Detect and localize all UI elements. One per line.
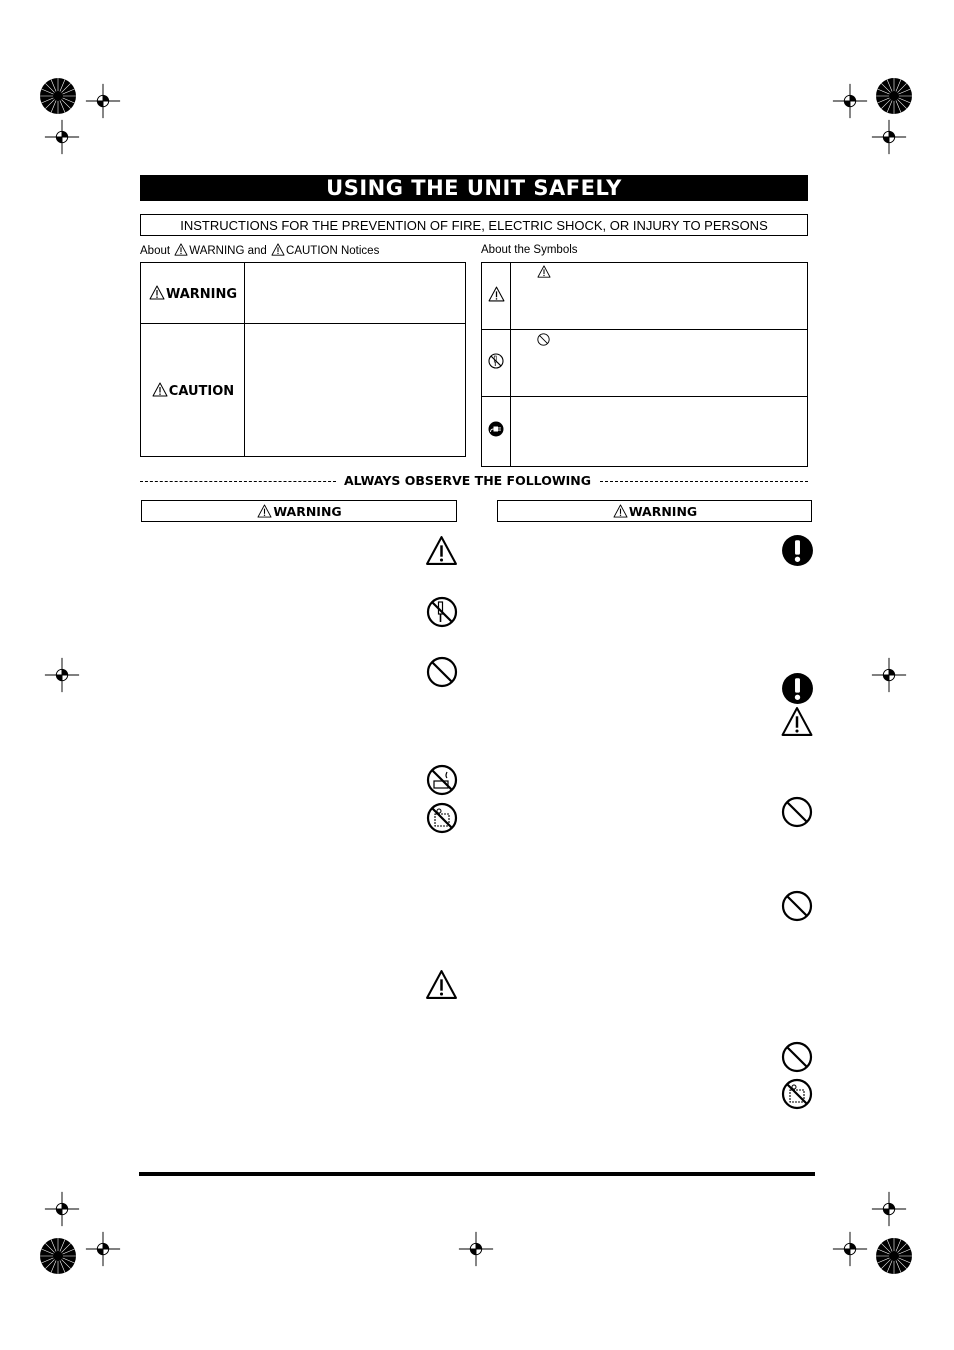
prohibition-icon xyxy=(781,890,813,922)
caution-label: CAUTION xyxy=(168,383,235,399)
right-warning-header: WARNING xyxy=(497,500,812,522)
crop-burst-icon xyxy=(874,1236,914,1276)
caution-notice-row xyxy=(141,324,466,457)
caution-triangle-icon xyxy=(149,285,165,300)
prohibition-icon xyxy=(537,333,550,346)
crop-burst-icon xyxy=(38,76,78,116)
crop-register-icon xyxy=(870,656,908,694)
no-child-icon xyxy=(781,1078,813,1110)
crop-register-icon xyxy=(870,1190,908,1228)
crop-register-icon xyxy=(870,118,908,156)
caution-triangle-icon xyxy=(425,535,458,566)
crop-register-icon xyxy=(831,82,869,120)
unplug-icon xyxy=(488,421,504,437)
bottom-rule xyxy=(139,1172,815,1176)
no-disassemble-icon xyxy=(488,353,504,369)
caution-triangle-icon xyxy=(425,969,458,1000)
crop-register-icon xyxy=(84,1230,122,1268)
crop-register-icon xyxy=(457,1230,495,1268)
prohibition-icon xyxy=(781,796,813,828)
prohibition-icon xyxy=(426,656,458,688)
caution-triangle-icon xyxy=(613,504,628,518)
page-title: USING THE UNIT SAFELY xyxy=(140,175,808,201)
no-water-icon xyxy=(426,764,458,796)
symbol-row-mandatory xyxy=(482,397,808,467)
divider xyxy=(140,481,336,482)
caution-triangle-icon xyxy=(537,265,551,278)
symbol-row-prohibited xyxy=(482,330,808,397)
symbols-heading: About the Symbols xyxy=(481,244,578,256)
notices-table xyxy=(140,262,466,457)
crop-burst-icon xyxy=(874,76,914,116)
warning-label: WARNING xyxy=(165,286,238,302)
caution-triangle-icon xyxy=(488,286,505,302)
symbols-table xyxy=(481,262,808,467)
divider xyxy=(600,481,808,482)
caution-triangle-icon xyxy=(780,706,814,737)
caution-triangle-icon xyxy=(152,382,168,397)
crop-register-icon xyxy=(831,1230,869,1268)
warning-notice-row xyxy=(141,263,466,324)
crop-burst-icon xyxy=(38,1236,78,1276)
crop-register-icon xyxy=(43,656,81,694)
no-disassemble-icon xyxy=(426,596,458,628)
mandatory-icon xyxy=(781,534,814,567)
left-warning-header: WARNING xyxy=(141,500,457,522)
mandatory-icon xyxy=(781,672,814,705)
symbol-row-attention xyxy=(482,263,808,330)
caution-triangle-icon xyxy=(257,504,272,518)
page-subtitle: INSTRUCTIONS FOR THE PREVENTION OF FIRE, ELECTRIC SHOCK, OR INJURY TO PERSONS xyxy=(140,214,808,236)
prohibition-icon xyxy=(781,1041,813,1073)
caution-notice-text xyxy=(245,324,466,457)
crop-register-icon xyxy=(84,82,122,120)
caution-triangle-icon xyxy=(271,243,285,256)
caution-triangle-icon xyxy=(174,243,188,256)
no-child-icon xyxy=(426,802,458,834)
notices-heading: About WARNING and CAUTION Notices xyxy=(140,245,380,257)
warning-notice-text xyxy=(245,263,466,324)
observe-heading: ALWAYS OBSERVE THE FOLLOWING xyxy=(344,473,591,488)
crop-register-icon xyxy=(43,118,81,156)
crop-register-icon xyxy=(43,1190,81,1228)
